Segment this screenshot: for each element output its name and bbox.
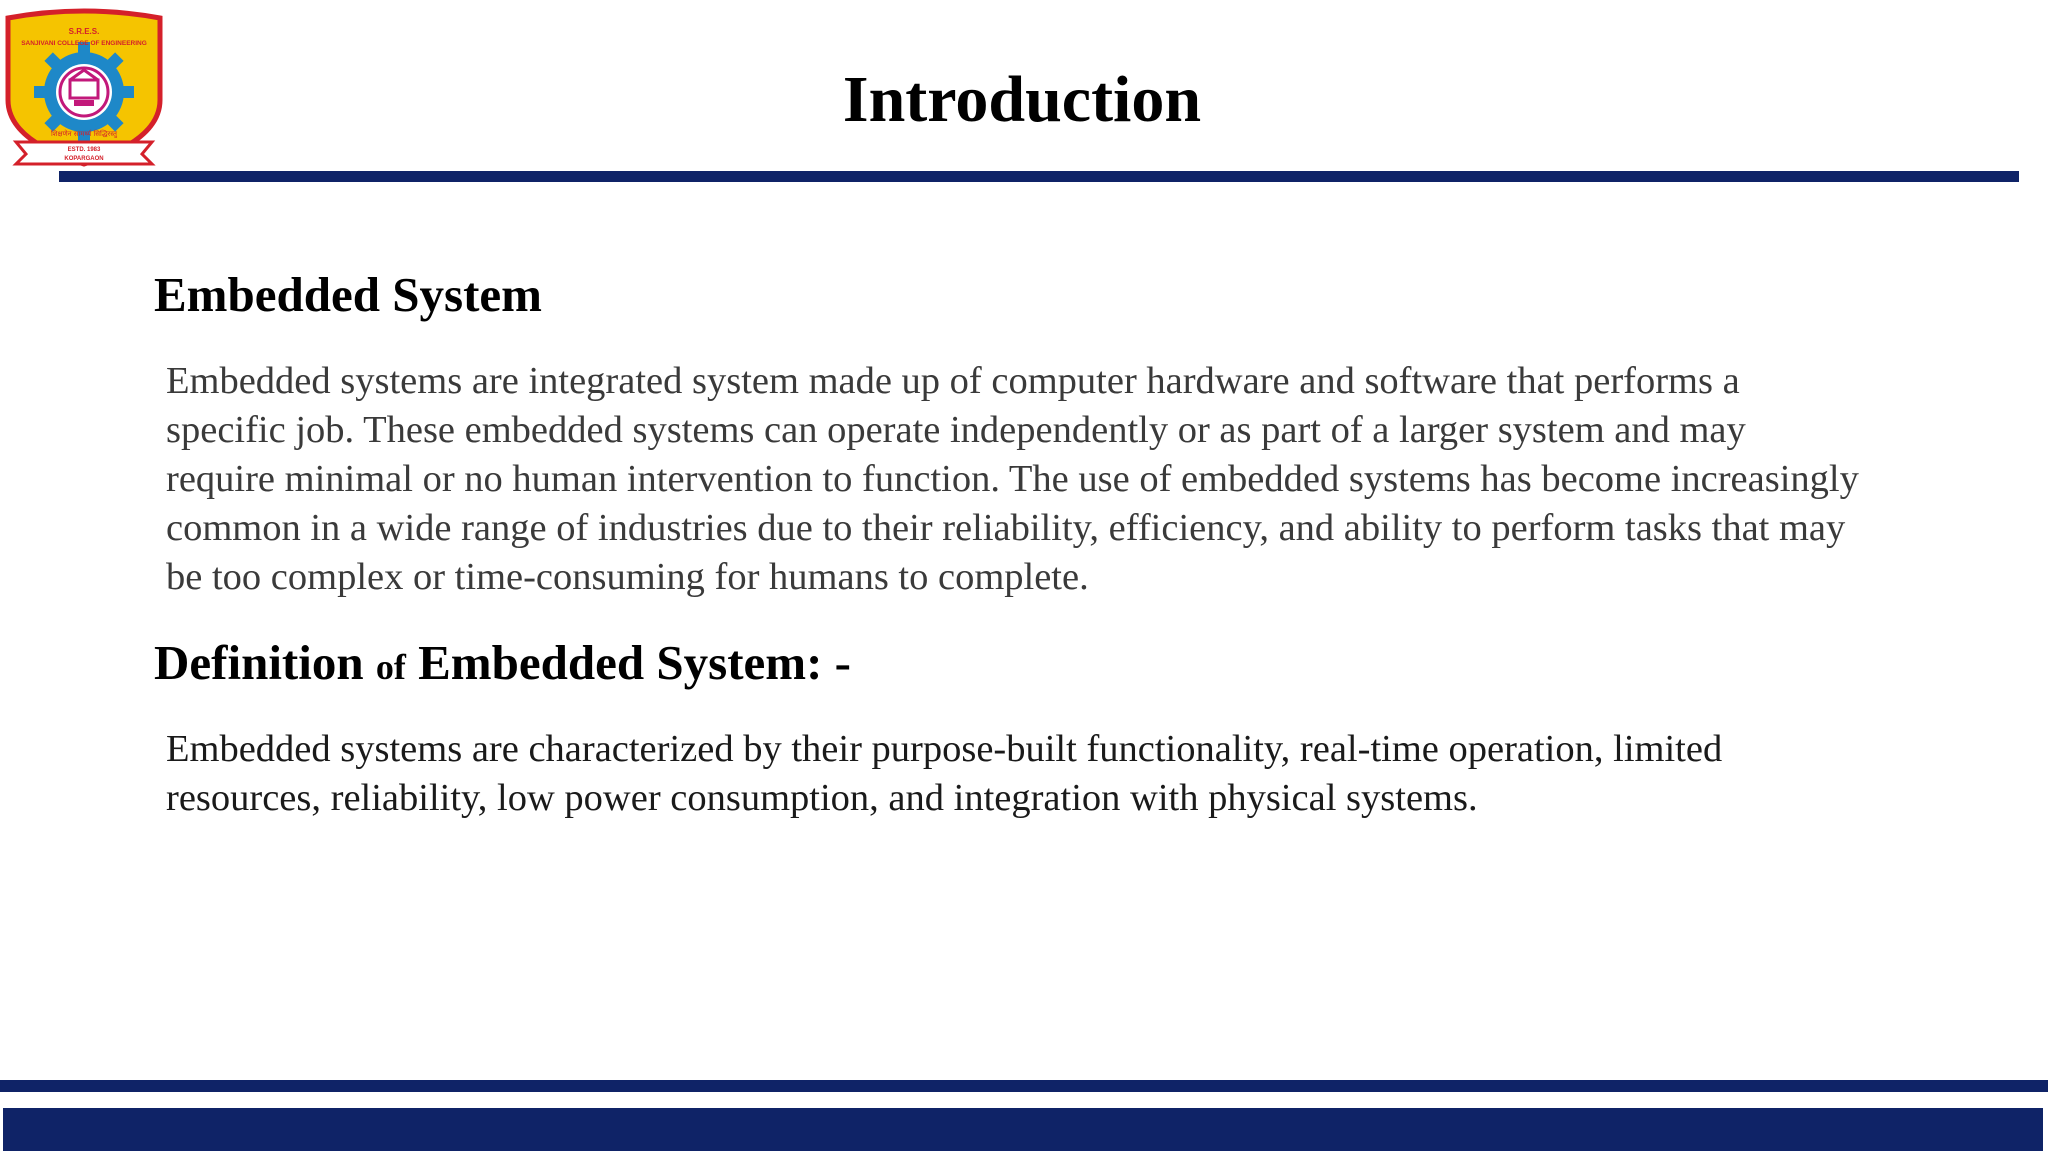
title-divider — [59, 171, 2019, 182]
logo-org-name: SANJIVANI COLLEGE OF ENGINEERING — [21, 40, 147, 47]
section-heading-embedded-system: Embedded System — [154, 267, 542, 322]
logo-estd: ESTD. 1983 — [67, 147, 101, 153]
definition-heading-rest: Embedded System: - — [418, 635, 851, 690]
definition-heading-word: Definition — [154, 635, 364, 690]
logo-org-short: S.R.E.S. — [68, 27, 100, 36]
definition-heading-of: of — [375, 647, 406, 687]
footer-bar — [3, 1108, 2043, 1151]
section-heading-definition — [154, 633, 851, 697]
logo-place: KOPARGAON — [64, 156, 104, 162]
section-body-embedded-system: Embedded systems are integrated system made up of computer hardware and software that performs a specific job. These embedded systems can operate independently or as part of a larger system and may require minimal or no human intervention to function. The use of embedded systems has become increasingly common in a wide range of industries due to their reliability, efficiency, and ability to perform tasks that may be too complex or time-consuming for humans to complete. — [166, 360, 1859, 598]
section-body-definition: Embedded systems are characterized by their purpose-built functionality, real-time operation, limited resources, reliability, low power consumption, and integration with physical systems. — [166, 728, 1723, 819]
logo-motto: शिक्षणेन सामर्थ्य सिद्धिरस्तु — [50, 130, 118, 138]
footer-divider-thin — [0, 1080, 2048, 1092]
page-title: Introduction — [842, 63, 1202, 136]
